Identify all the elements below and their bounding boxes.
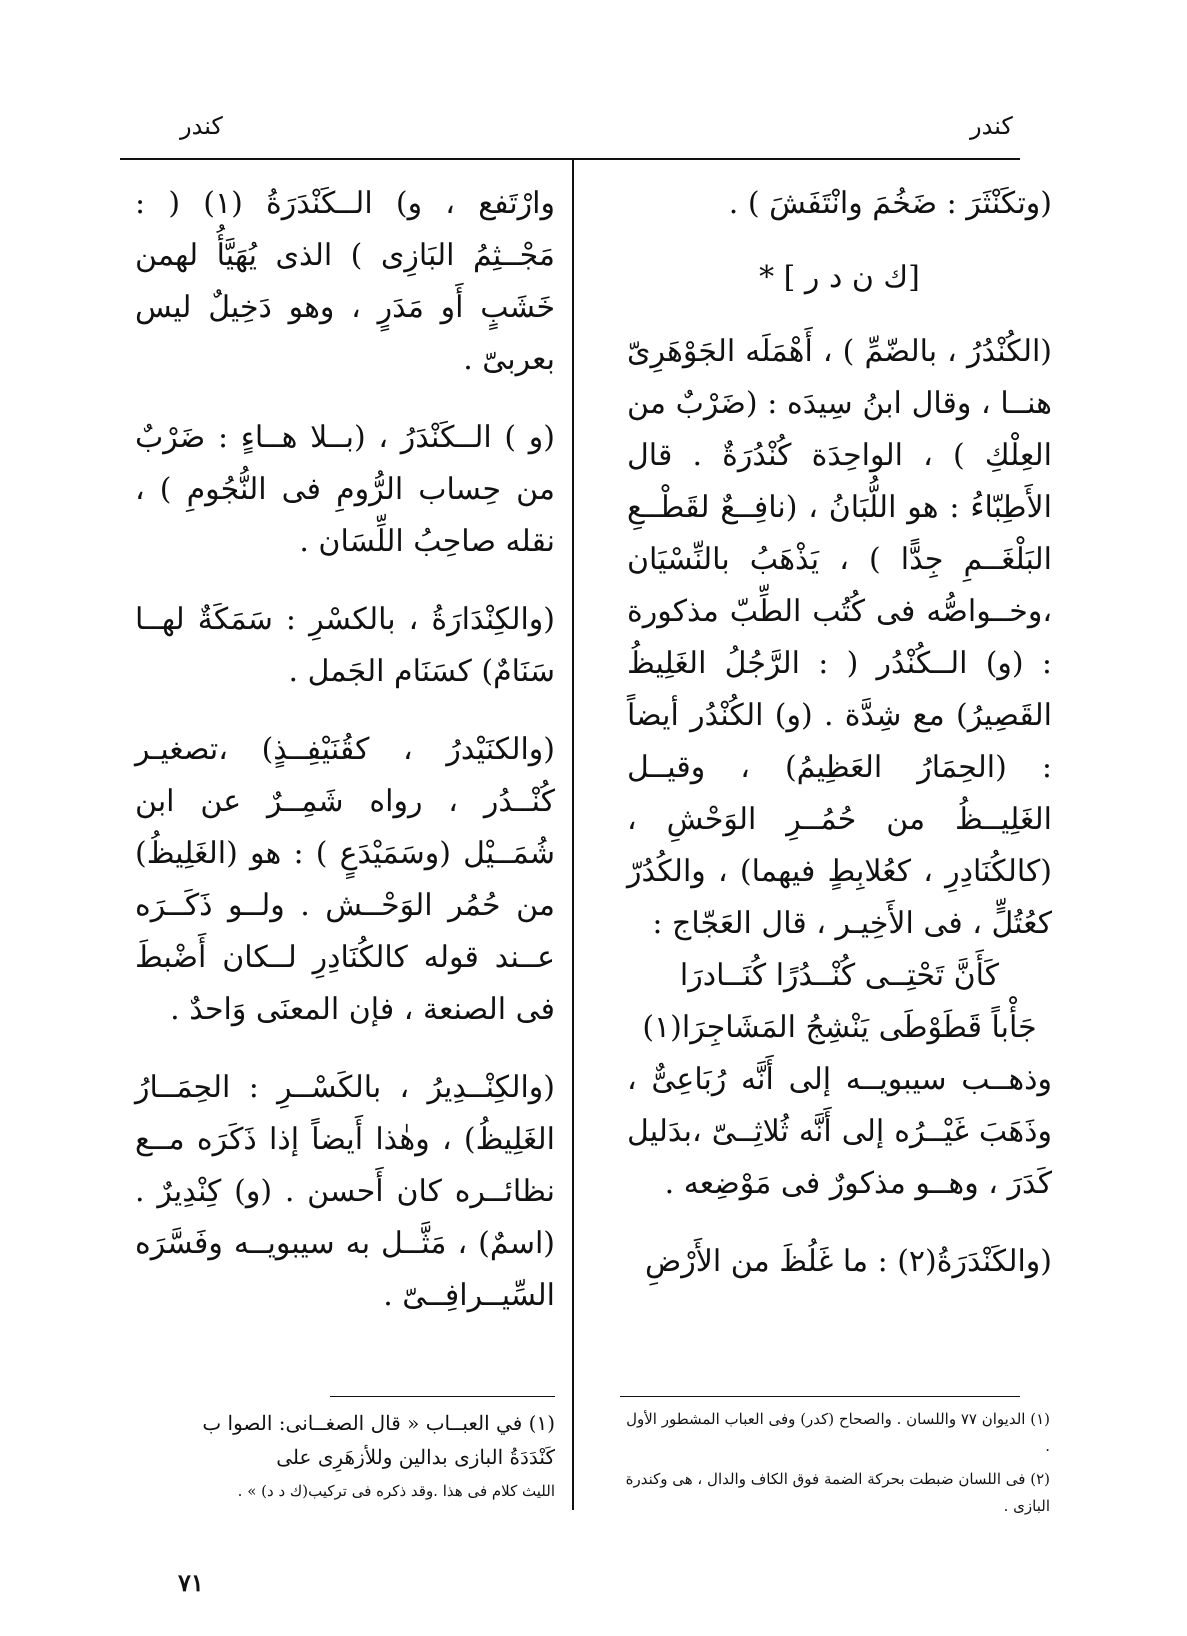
- right-paragraph-3: (والكَنْدَرَةُ(٢) : ما غَلُظَ من الأَرْضِ: [645, 1244, 1052, 1279]
- left-column: [135, 178, 555, 1322]
- right-paragraph-2: وذهــب سيبويــه إلى أَنَّه رُبَاعِىٌّ ، وذَهَبَ غَيْــرُه إلى أَنَّه ثُلاثِــىّ ،بدَليل كَدَرَ ، وهــو مذكورٌ فى مَوْضِعه .: [627, 1062, 1052, 1201]
- footnotes-left: [135, 1406, 555, 1508]
- right-opening-line: (وتكَنْثَرَ : ضَخُمَ وانْتَفَشَ ) .: [728, 186, 1052, 221]
- footnote-left-line-2: كَنْدَدَةُ البازى بدالين وللأزهَرِى على: [276, 1445, 555, 1469]
- left-paragraph-2: (و ) الــكَنْدَرُ ، (بــلا هــاءٍ : ضَرْبٌ من حِساب الرُّومِ فى النُّجُومِ ) ، نقله صاحِبُ اللِّسَان .: [135, 420, 555, 559]
- verse-line-1: كَأَنَّ تَحْتِــى كُنْــدُرًا كُنَــادرَا: [679, 958, 1000, 993]
- footnote-right-1: (١) الديوان ٧٧ واللسان . والصحاح (كدر) وفى العباب المشطور الأول .: [626, 1410, 1050, 1455]
- footnote-rule-left: [330, 1396, 555, 1397]
- left-paragraph-3: (والكِنْدَارَةُ ، بالكسْرِ : سَمَكَةٌ لهــا سَنَامٌ) كسَنَام الجَمل .: [135, 602, 555, 689]
- running-header-right: كندر: [970, 112, 1013, 140]
- column-divider: [572, 158, 574, 1510]
- right-paragraph-1: (الكُنْدُرُ ، بالضّمِّ ) ، أَهْمَلَه الجَوْهَرِىّ هنــا ، وقال ابنُ سِيدَه : (ضَرْبٌ من العِلْكِ ) ، الواحِدَة كُنْدُرَةٌ . قال الأَطِبّاءُ : هو اللُّبَانُ ، (نافِــعٌ لقَطْــعِ البَلْغَــمِ جِدًّا ) ، يَذْهَبُ بالنِّسْيَان ،وخــواصُّه فى كُتُب الطِّبّ مذكورة : (و) الــكُنْدُر ( : الرَّجُلُ الغَلِيظُ القَصِيرُ) مع شِدَّة . (و) الكُنْدُر أيضاً : (الحِمَارُ العَظِيمُ) ، وقيــل الغَلِيــظُ من حُمُــرِ الوَحْشِ ، (كالكُنَادِرِ ، كعُلابِطٍ فيهما) ، والكُدُرّ كعُتُلٍّ ، فى الأَخِيـر ، قال العَجّاج :: [627, 334, 1052, 941]
- running-header-left: كندر: [180, 112, 223, 140]
- page-number: ٧١: [178, 1568, 204, 1597]
- right-column: [627, 178, 1052, 1288]
- left-paragraph-5: (والكِنْــدِيرُ ، بالكَسْــرِ : الحِمَــارُ الغَلِيظُ) ، وهٰذا أَيضاً إذا ذَكَرَه مــع نظائــره كان أَحسن . (و) كِنْدِيرٌ . (اسمٌ) ، مَثَّــل به سيبويــه وفَسَّرَه السِّيــرافِــىّ .: [135, 1070, 555, 1313]
- header-rule: [120, 158, 1020, 160]
- left-paragraph-4: (والكنَيْدرُ ، كقُنَيْفِــذٍ) ،تصغيـر كُنْــدُر ، رواه شَمِــرٌ عن ابن شُمَــيْل (وسَمَيْدَعٍ ) : هو (الغَلِيظُ) من حُمُر الوَحْــش . ولــو ذَكَــرَه عــند قوله كالكُنَادِرِ لــكان أَضْبطَ فى الصنعة ، فإن المعنَى وَاحدٌ .: [135, 732, 555, 1027]
- footnote-left-line-1: (١) في العبــاب « قال الصغــانى: الصوا ب: [202, 1411, 555, 1435]
- verse-line-2: جَأْباً قَطَوْطَى يَنْشِجُ المَشَاجِرَا(١): [642, 1010, 1037, 1045]
- footnote-rule-right: [620, 1396, 1020, 1397]
- footnotes-right: [620, 1406, 1050, 1520]
- left-paragraph-1: وارْتَفع ، و) الــكَنْدَرَةُ (١) ( : مَجْــثِمُ البَازِى ) الذى يُهَيَّأُ لهمن خَشَبٍ أَو مَدَرٍ ، وهو دَخِيلٌ ليس بعربىّ .: [135, 186, 555, 377]
- footnote-right-2: (٢) فى اللسان ضبطت بحركة الضمة فوق الكاف والدال ، هى وكندرة البازى .: [625, 1470, 1050, 1515]
- footnote-left-line-3: الليث كلام فى هذا .وقد ذكره فى تركيب(ك د د) » .: [237, 1482, 555, 1500]
- entry-heading: [ك ن د ر ] *: [759, 260, 920, 295]
